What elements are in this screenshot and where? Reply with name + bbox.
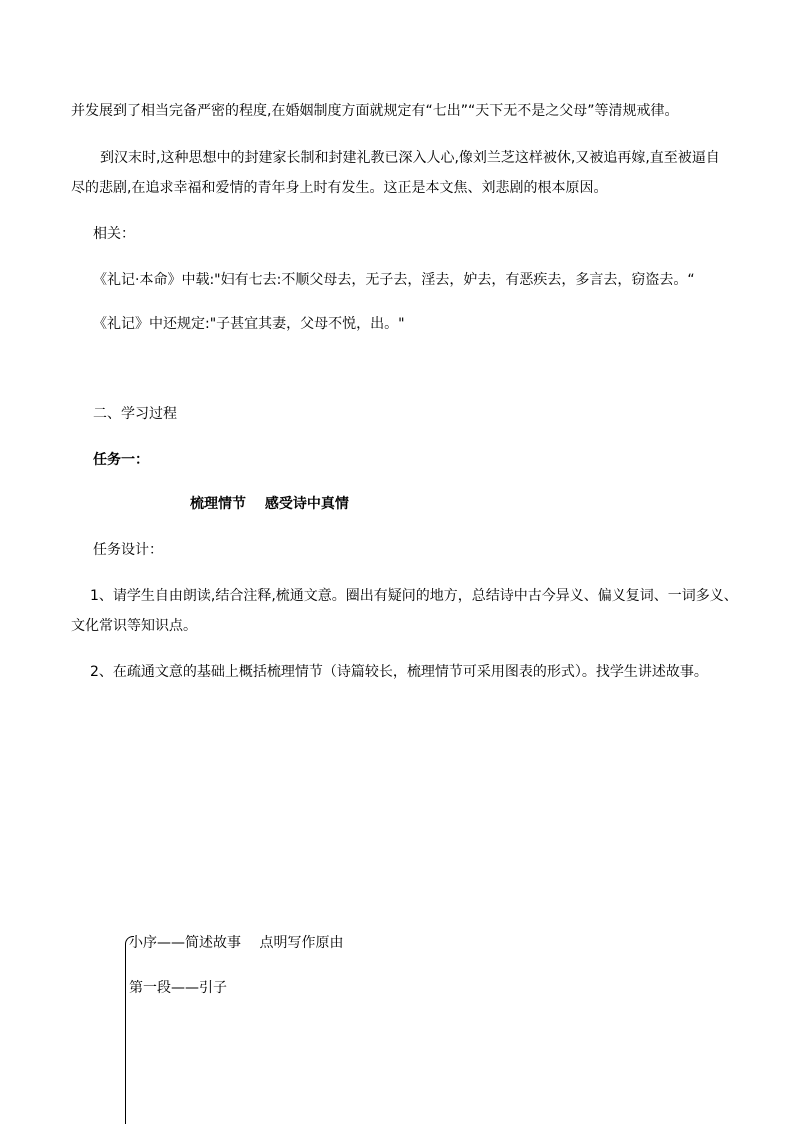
paragraph-line: 到汉末时,这种思想中的封建家长制和封建礼教已深入人心,像刘兰芝这样被休,又被追再嫁,直至被逼自 xyxy=(100,150,720,166)
outline-row: 小序——简述故事 点明写作原由 xyxy=(129,935,344,951)
paragraph-line: 并发展到了相当完备严密的程度,在婚姻制度方面就规定有“七出”“天下无不是之父母”等清规戒律。 xyxy=(71,103,679,119)
paragraph-line: 尽的悲剧,在追求幸福和爱情的青年身上时有发生。这正是本文焦、刘悲剧的根本原因。 xyxy=(71,180,608,196)
outline-row: 第一段——引子 xyxy=(129,980,227,996)
outline-brace xyxy=(125,944,126,1124)
task-item: 2、在疏通文意的基础上概括梳理情节（诗篇较长，梳理情节可采用图表的形式）。找学生讲述故事。 xyxy=(90,664,708,680)
task-label: 任务一： xyxy=(93,452,149,468)
task-title: 梳理情节 感受诗中真情 xyxy=(190,496,349,512)
quote-line: 《礼记·本命》中载:"妇有七去:不顺父母去，无子去，淫去，妒去，有恶疾去，多言去，窃盗去。“ xyxy=(93,272,695,288)
related-label: 相关： xyxy=(93,226,135,242)
task-item: 文化常识等知识点。 xyxy=(71,618,197,634)
quote-line: 《礼记》中还规定:"子甚宜其妻，父母不悦，出。" xyxy=(93,316,405,332)
section-heading: 二、学习过程 xyxy=(93,406,177,422)
task-item: 1、请学生自由朗读,结合注释,梳通文意。圈出有疑问的地方，总结诗中古今异义、偏义复词、一词多义、 xyxy=(90,588,738,604)
design-label: 任务设计： xyxy=(93,542,163,558)
